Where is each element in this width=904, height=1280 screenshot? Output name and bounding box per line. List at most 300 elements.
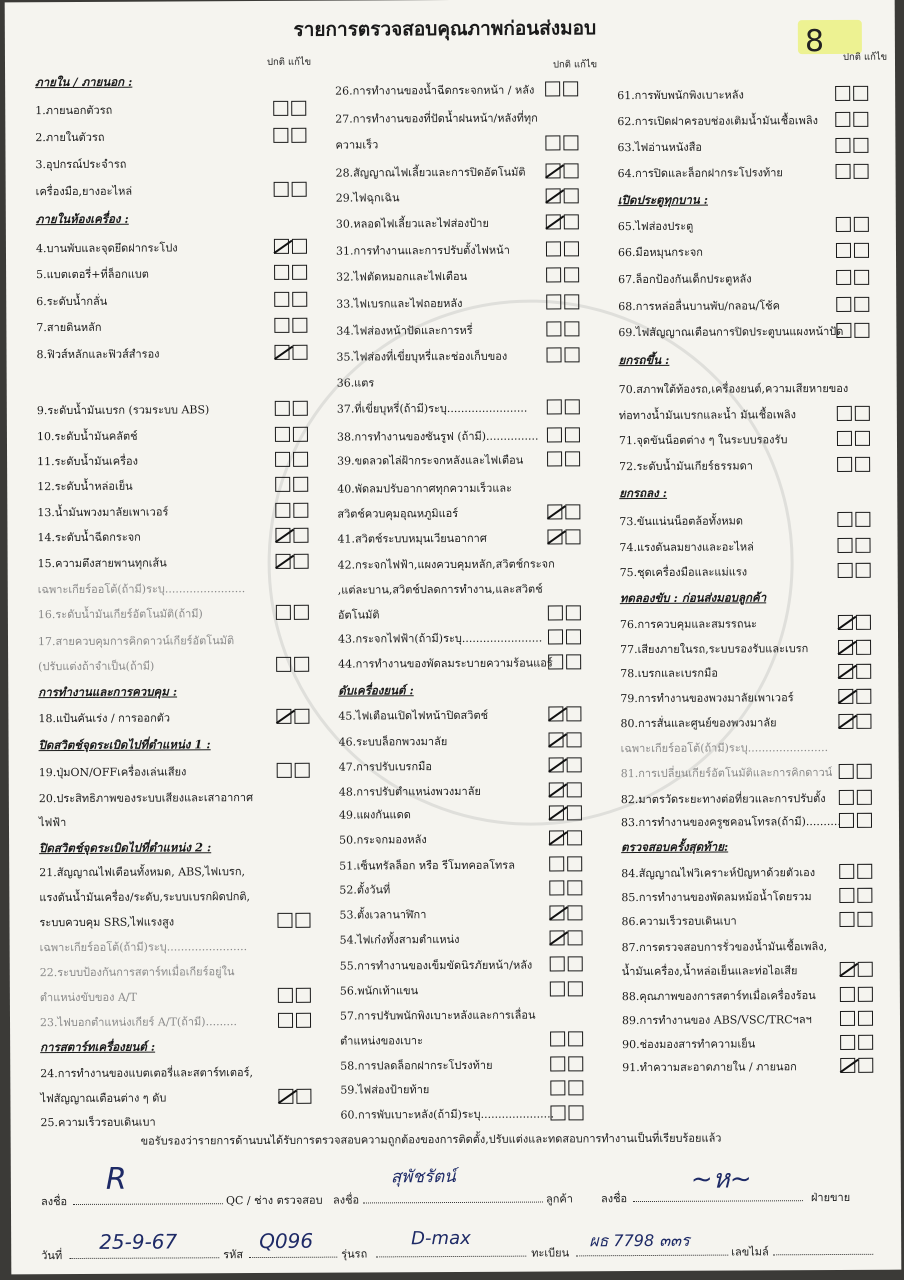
checkbox-normal[interactable] xyxy=(837,431,852,446)
checkbox-normal[interactable] xyxy=(838,689,853,704)
checkbox-normal[interactable] xyxy=(550,956,565,971)
checkbox-pair xyxy=(277,913,310,928)
checkbox-fix[interactable] xyxy=(567,732,582,747)
checkbox-normal[interactable] xyxy=(549,757,564,772)
checkbox-fix[interactable] xyxy=(292,239,307,254)
checklist-item: 51.เซ็นทรัลล็อก หรือ รีโมทคอลโทรล xyxy=(339,858,515,873)
checkbox-fix[interactable] xyxy=(566,706,581,721)
checkbox-normal[interactable] xyxy=(549,880,564,895)
checkbox-normal[interactable] xyxy=(839,864,854,879)
checkbox-normal[interactable] xyxy=(835,86,850,101)
checkbox-normal[interactable] xyxy=(546,163,561,178)
checkbox-fix[interactable] xyxy=(292,265,307,280)
checkbox-fix[interactable] xyxy=(565,529,580,544)
checkbox-normal[interactable] xyxy=(837,538,852,553)
checkbox-fix[interactable] xyxy=(295,763,310,778)
checklist-item: 61.การพับพนักพิงเบาะหลัง xyxy=(617,88,744,103)
section-heading: ดับเครื่องยนต์ : xyxy=(338,683,414,698)
checklist-item: อัตโนมัติ xyxy=(337,608,380,622)
checkbox-normal[interactable] xyxy=(278,1013,293,1028)
checkbox-fix[interactable] xyxy=(858,1011,873,1026)
page-mark: 8 xyxy=(804,24,825,60)
checkbox-fix[interactable] xyxy=(295,913,310,928)
checkbox-pair xyxy=(838,615,871,630)
checklist-item: 59.ไฟส่องป้ายท้าย xyxy=(340,1083,430,1097)
checkbox-normal[interactable] xyxy=(277,913,292,928)
checklist-item: 77.เสียงภายในรถ,ระบบรองรับและเบรก xyxy=(620,642,809,657)
checkbox-pair xyxy=(835,138,868,153)
checkbox-pair xyxy=(546,241,579,256)
checkbox-normal[interactable] xyxy=(278,1089,293,1104)
checkbox-pair xyxy=(276,709,309,724)
checklist-item: 64.การปิดและล็อกฝากระโปรงท้าย xyxy=(617,166,783,181)
checkbox-pair xyxy=(546,188,579,203)
checkbox-normal[interactable] xyxy=(550,930,565,945)
checkbox-normal[interactable] xyxy=(549,905,564,920)
checkbox-pair xyxy=(276,554,309,569)
checklist-item: 5.แบตเตอรี่+ที่ล็อกแบต xyxy=(36,267,149,282)
checkbox-normal[interactable] xyxy=(548,654,563,669)
checkbox-fix[interactable] xyxy=(854,243,869,258)
checkbox-fix[interactable] xyxy=(853,86,868,101)
checkbox-normal[interactable] xyxy=(840,962,855,977)
sign-line-3 xyxy=(633,1200,803,1202)
checklist-item: 83.การทำงานของครูซคอนโทรล(ถ้ามี).......... xyxy=(620,814,841,830)
checkbox-fix[interactable] xyxy=(564,241,579,256)
checkbox-fix[interactable] xyxy=(567,805,582,820)
checkbox-fix[interactable] xyxy=(564,267,579,282)
checkbox-fix[interactable] xyxy=(564,163,579,178)
checkbox-normal[interactable] xyxy=(274,182,289,197)
checkbox-fix[interactable] xyxy=(564,214,579,229)
checkbox-pair xyxy=(839,912,872,927)
checkbox-normal[interactable] xyxy=(838,563,853,578)
checkbox-fix[interactable] xyxy=(294,657,309,672)
checkbox-normal[interactable] xyxy=(836,270,851,285)
checkbox-normal[interactable] xyxy=(274,265,289,280)
checkbox-normal[interactable] xyxy=(546,347,561,362)
checklist-item: 89.การทำงานของ ABS/VSC/TRCฯลฯ xyxy=(621,1013,812,1028)
checklist-item: 31.การทำงานและการปรับตั้งไฟหน้า xyxy=(335,243,510,258)
checkbox-normal[interactable] xyxy=(276,709,291,724)
checkbox-normal[interactable] xyxy=(837,512,852,527)
checkbox-pair xyxy=(546,347,579,362)
checklist-item: 73.ขันแน่นน็อตล้อทั้งหมด xyxy=(619,514,743,529)
checkbox-pair xyxy=(836,297,869,312)
sign-label-2: ลงชื่อ xyxy=(332,1193,360,1207)
checkbox-normal[interactable] xyxy=(840,1058,855,1073)
checkbox-pair xyxy=(840,1058,873,1073)
section-heading: การทำงานและการควบคุม : xyxy=(38,684,178,700)
checkbox-fix[interactable] xyxy=(568,1080,583,1095)
checkbox-normal[interactable] xyxy=(840,1035,855,1050)
checkbox-pair xyxy=(274,239,307,254)
checkbox-normal[interactable] xyxy=(547,427,562,442)
checkbox-normal[interactable] xyxy=(275,477,290,492)
checkbox-fix[interactable] xyxy=(857,888,872,903)
checkbox-fix[interactable] xyxy=(564,188,579,203)
checklist-item: 14.ระดับน้ำฉีดกระจก xyxy=(37,530,141,545)
checkbox-pair xyxy=(546,214,579,229)
checkbox-fix[interactable] xyxy=(564,294,579,309)
mileage-label: เลขไมล์ xyxy=(731,1245,769,1259)
checklist-item: 27.การทำงานของที่ปัดน้ำฝนหน้า/หลังที่ทุก xyxy=(335,111,538,126)
checklist-item: 15.ความตึงสายพานทุกเส้น xyxy=(37,556,167,571)
checkbox-normal[interactable] xyxy=(548,706,563,721)
checkbox-fix[interactable] xyxy=(853,112,868,127)
checkbox-normal[interactable] xyxy=(547,399,562,414)
checkbox-fix[interactable] xyxy=(293,452,308,467)
checkbox-normal[interactable] xyxy=(835,112,850,127)
checkbox-fix[interactable] xyxy=(857,790,872,805)
checkbox-normal[interactable] xyxy=(840,987,855,1002)
checkbox-fix[interactable] xyxy=(568,1031,583,1046)
checkbox-fix[interactable] xyxy=(563,81,578,96)
checkbox-fix[interactable] xyxy=(853,138,868,153)
checkbox-normal[interactable] xyxy=(273,128,288,143)
checkbox-normal[interactable] xyxy=(274,318,289,333)
checkbox-normal[interactable] xyxy=(547,451,562,466)
checkbox-fix[interactable] xyxy=(857,813,872,828)
checklist-item: เฉพาะเกียร์ออโต้(ถ้ามี)ระบุ....................... xyxy=(620,741,829,756)
checkbox-fix[interactable] xyxy=(565,427,580,442)
column-header-1: ปกติ แก้ไข xyxy=(266,56,312,68)
checkbox-pair xyxy=(278,1089,311,1104)
checkbox-fix[interactable] xyxy=(293,503,308,518)
checklist-item: 85.การทำงานของพัดลมหม้อน้ำโดยรวม xyxy=(621,890,812,905)
checklist-item: 81.การเปลี่ยนเกียร์อัตโนมัติและการคิกดาวน์ xyxy=(620,766,833,781)
plate-label: ทะเบียน xyxy=(531,1246,570,1260)
checkbox-fix[interactable] xyxy=(294,554,309,569)
checkbox-fix[interactable] xyxy=(855,538,870,553)
checkbox-fix[interactable] xyxy=(296,1089,311,1104)
checkbox-normal[interactable] xyxy=(836,217,851,232)
checklist-item: 54.ไฟเก๋งทั้งสามตำแหน่ง xyxy=(339,932,460,947)
checkbox-pair xyxy=(278,988,311,1003)
checklist-item: แรงดันน้ำมันเครื่อง/ระดับ,ระบบเบรกผิดปกติ, xyxy=(39,890,251,905)
checklist-item: ระบบควบคุม SRS,ไฟแรงสูง xyxy=(39,915,175,930)
checkbox-pair xyxy=(549,880,582,895)
checklist-item: 21.สัญญาณไฟเตือนทั้งหมด, ABS,ไฟเบรก, xyxy=(39,865,246,880)
code-label: รหัส xyxy=(223,1248,244,1262)
checklist-sheet xyxy=(5,0,902,1274)
checkbox-normal[interactable] xyxy=(275,503,290,518)
checklist-item: 50.กระจกมองหลัง xyxy=(339,833,427,847)
checkbox-fix[interactable] xyxy=(568,956,583,971)
checkbox-fix[interactable] xyxy=(564,321,579,336)
checklist-item: สวิตช์ควบคุมอุณหภูมิแอร์ xyxy=(337,506,459,521)
checkbox-fix[interactable] xyxy=(855,406,870,421)
checklist-item: 62.การเปิดฝาครอบช่องเติมน้ำมันเชื้อเพลิง xyxy=(617,114,818,129)
checkbox-normal[interactable] xyxy=(836,243,851,258)
checklist-item: 35.ไฟส่องที่เขี่ยบุหรี่และช่องเก็บของ xyxy=(336,349,508,364)
checklist-item: 7.สายดินหลัก xyxy=(36,320,102,335)
checkbox-pair xyxy=(550,930,583,945)
checkbox-normal[interactable] xyxy=(275,452,290,467)
checkbox-normal[interactable] xyxy=(550,1080,565,1095)
checkbox-fix[interactable] xyxy=(568,981,583,996)
checkbox-normal[interactable] xyxy=(839,912,854,927)
checkbox-fix[interactable] xyxy=(854,270,869,285)
checkbox-pair xyxy=(838,563,871,578)
checkbox-normal[interactable] xyxy=(274,345,289,360)
checkbox-fix[interactable] xyxy=(855,512,870,527)
section-heading: เปิดประตูทุกบาน : xyxy=(617,192,708,208)
checklist-item: 58.การปลดล็อกฝากระโปรงท้าย xyxy=(340,1058,493,1073)
checklist-item: 88.คุณภาพของการสตาร์ทเมื่อเครื่องร้อน xyxy=(621,989,816,1004)
checkbox-normal[interactable] xyxy=(549,732,564,747)
checkbox-fix[interactable] xyxy=(858,987,873,1002)
checkbox-fix[interactable] xyxy=(568,930,583,945)
checkbox-normal[interactable] xyxy=(275,528,290,543)
checkbox-fix[interactable] xyxy=(567,905,582,920)
checkbox-normal[interactable] xyxy=(839,888,854,903)
checklist-item: 1.ภายนอกตัวรถ xyxy=(35,103,113,118)
checkbox-pair xyxy=(837,538,870,553)
checkbox-fix[interactable] xyxy=(857,912,872,927)
checkbox-fix[interactable] xyxy=(857,764,872,779)
checkbox-fix[interactable] xyxy=(568,1105,583,1120)
checkbox-fix[interactable] xyxy=(291,101,306,116)
checkbox-pair xyxy=(274,265,307,280)
checkbox-normal[interactable] xyxy=(838,640,853,655)
checkbox-fix[interactable] xyxy=(854,323,869,338)
checkbox-fix[interactable] xyxy=(855,431,870,446)
checkbox-fix[interactable] xyxy=(566,629,581,644)
checkbox-pair xyxy=(837,457,870,472)
checkbox-fix[interactable] xyxy=(564,347,579,362)
checkbox-fix[interactable] xyxy=(567,830,582,845)
checkbox-fix[interactable] xyxy=(856,615,871,630)
checkbox-normal[interactable] xyxy=(545,81,560,96)
checklist-item: 13.น้ำมันพวงมาลัยเพาเวอร์ xyxy=(37,505,169,520)
qc-signature: R xyxy=(105,1161,127,1197)
checkbox-pair xyxy=(836,217,869,232)
checkbox-fix[interactable] xyxy=(292,292,307,307)
checklist-item: 79.การทำงานของพวงมาลัยเพาเวอร์ xyxy=(620,691,794,706)
mileage-line xyxy=(773,1254,873,1256)
checkbox-fix[interactable] xyxy=(293,401,308,416)
checkbox-normal[interactable] xyxy=(550,981,565,996)
checkbox-fix[interactable] xyxy=(854,297,869,312)
checklist-item: 40.พัดลมปรับอากาศทุกความเร็วและ xyxy=(337,481,513,496)
checkbox-normal[interactable] xyxy=(546,188,561,203)
checkbox-normal[interactable] xyxy=(840,1011,855,1026)
code-line xyxy=(249,1257,337,1258)
model-label: รุ่นรถ xyxy=(341,1247,368,1261)
checkbox-pair xyxy=(276,657,309,672)
checkbox-fix[interactable] xyxy=(856,664,871,679)
checkbox-fix[interactable] xyxy=(856,689,871,704)
checkbox-pair xyxy=(836,270,869,285)
checkbox-normal[interactable] xyxy=(835,138,850,153)
checkbox-normal[interactable] xyxy=(274,292,289,307)
checkbox-pair xyxy=(838,689,871,704)
section-heading: ปิดสวิตช์จุดระเบิดไปที่ตำแหน่ง 2 : xyxy=(39,840,212,856)
checkbox-fix[interactable] xyxy=(567,782,582,797)
checkbox-fix[interactable] xyxy=(565,504,580,519)
checklist-item: 24.การทำงานของแบตเตอรี่และสตาร์ทเตอร์, xyxy=(40,1066,254,1081)
checklist-item: 75.ชุดเครื่องมือและแม่แรง xyxy=(619,565,748,580)
checklist-item: 66.มือหมุนกระจก xyxy=(617,245,703,260)
checkbox-normal[interactable] xyxy=(838,714,853,729)
checkbox-fix[interactable] xyxy=(857,864,872,879)
checklist-item: 82.มาตรวัดระยะทางต่อที่ยวและการปรับตั้ง xyxy=(620,792,826,807)
checkbox-normal[interactable] xyxy=(838,664,853,679)
checkbox-pair xyxy=(547,529,580,544)
checkbox-normal[interactable] xyxy=(839,764,854,779)
checkbox-fix[interactable] xyxy=(568,1056,583,1071)
checkbox-normal[interactable] xyxy=(276,657,291,672)
checkbox-normal[interactable] xyxy=(837,406,852,421)
checkbox-normal[interactable] xyxy=(547,529,562,544)
checklist-item: 29.ไฟฉุกเฉิน xyxy=(335,191,400,205)
checkbox-fix[interactable] xyxy=(293,528,308,543)
checkbox-normal[interactable] xyxy=(546,214,561,229)
checkbox-fix[interactable] xyxy=(565,451,580,466)
checkbox-fix[interactable] xyxy=(858,1035,873,1050)
checklist-item: 71.จุดขันน็อตต่าง ๆ ในระบบรองรับ xyxy=(618,433,788,448)
checkbox-pair xyxy=(549,732,582,747)
checkbox-pair xyxy=(840,1011,873,1026)
checkbox-normal[interactable] xyxy=(839,790,854,805)
sign-line-1 xyxy=(73,1203,223,1205)
checklist-item: 76.การควบคุมและสมรรถนะ xyxy=(619,617,757,632)
checklist-item: ไฟสัญญาณเตือนต่าง ๆ ดับ xyxy=(40,1091,167,1106)
checkbox-fix[interactable] xyxy=(856,714,871,729)
checkbox-normal[interactable] xyxy=(838,615,853,630)
checkbox-fix[interactable] xyxy=(566,654,581,669)
checklist-item: 48.การปรับตำแหน่งพวงมาลัย xyxy=(338,784,481,799)
checklist-item: 18.แป้นคันเร่ง / การออกตัว xyxy=(38,711,171,726)
checklist-item: 74.แรงดันลมยางและอะไหล่ xyxy=(619,540,754,555)
checkbox-normal[interactable] xyxy=(276,605,291,620)
checkbox-fix[interactable] xyxy=(858,1058,873,1073)
checkbox-fix[interactable] xyxy=(567,757,582,772)
checkbox-fix[interactable] xyxy=(563,135,578,150)
checkbox-normal[interactable] xyxy=(548,629,563,644)
checkbox-fix[interactable] xyxy=(854,164,869,179)
checklist-item: 63.ไฟอ่านหนังสือ xyxy=(617,140,703,155)
checkbox-normal[interactable] xyxy=(547,504,562,519)
checklist-item: 55.การทำงานของเข็มขัดนิรภัยหน้า/หลัง xyxy=(339,958,533,973)
date-value: 25-9-67 xyxy=(99,1229,178,1254)
checkbox-pair xyxy=(837,431,870,446)
checkbox-pair xyxy=(839,764,872,779)
checkbox-normal[interactable] xyxy=(837,457,852,472)
checklist-item: 38.การทำงานของซันรูฟ (ถ้ามี)............... xyxy=(336,429,539,444)
checkbox-normal[interactable] xyxy=(277,763,292,778)
model-value: D-max xyxy=(411,1227,471,1250)
checkbox-fix[interactable] xyxy=(567,856,582,871)
checkbox-normal[interactable] xyxy=(273,101,288,116)
checkbox-pair xyxy=(546,267,579,282)
checklist-item: 26.การทำงานของน้ำฉีดกระจกหน้า / หลัง xyxy=(335,83,535,98)
checkbox-normal[interactable] xyxy=(839,813,854,828)
checkbox-fix[interactable] xyxy=(292,345,307,360)
checkbox-normal[interactable] xyxy=(549,830,564,845)
checklist-item: เฉพาะเกียร์ออโต้(ถ้ามี)ระบุ....................... xyxy=(37,582,246,597)
checkbox-pair xyxy=(548,706,581,721)
checkbox-fix[interactable] xyxy=(858,962,873,977)
checkbox-fix[interactable] xyxy=(291,128,306,143)
checkbox-pair xyxy=(547,427,580,442)
checkbox-fix[interactable] xyxy=(854,217,869,232)
checkbox-fix[interactable] xyxy=(565,399,580,414)
checkbox-pair xyxy=(274,182,307,197)
checklist-item: 37.ที่เขี่ยบุหรี่(ถ้ามี)ระบุ....................... xyxy=(336,401,528,416)
checkbox-normal[interactable] xyxy=(545,135,560,150)
checkbox-pair xyxy=(546,163,579,178)
checkbox-normal[interactable] xyxy=(546,267,561,282)
checkbox-normal[interactable] xyxy=(274,239,289,254)
checkbox-normal[interactable] xyxy=(549,805,564,820)
checkbox-pair xyxy=(550,1105,583,1120)
checkbox-fix[interactable] xyxy=(293,427,308,442)
checkbox-normal[interactable] xyxy=(836,297,851,312)
checkbox-pair xyxy=(545,135,578,150)
checkbox-normal[interactable] xyxy=(550,1105,565,1120)
checkbox-normal[interactable] xyxy=(275,401,290,416)
checkbox-fix[interactable] xyxy=(855,457,870,472)
checkbox-normal[interactable] xyxy=(546,321,561,336)
checkbox-fix[interactable] xyxy=(292,318,307,333)
checkbox-fix[interactable] xyxy=(566,605,581,620)
checkbox-pair xyxy=(275,528,308,543)
checkbox-normal[interactable] xyxy=(275,427,290,442)
sales-label: ฝ่ายขาย xyxy=(810,1190,851,1205)
column-header-2: ปกติ แก้ไข xyxy=(552,59,598,71)
checklist-item: 78.เบรกและเบรกมือ xyxy=(620,666,718,681)
checkbox-normal[interactable] xyxy=(546,241,561,256)
checkbox-normal[interactable] xyxy=(550,1056,565,1071)
checklist-item: ,แต่ละบาน,สวิตช์ปลดการทำงาน,และสวิตช์ xyxy=(337,582,543,597)
checklist-item: 44.การทำงานของพัดลมระบายความร้อนแอร์ xyxy=(338,656,553,671)
checkbox-pair xyxy=(836,164,869,179)
checkbox-normal[interactable] xyxy=(836,164,851,179)
checklist-item: 11.ระดับน้ำมันเครื่อง xyxy=(37,454,139,469)
checkbox-normal[interactable] xyxy=(276,554,291,569)
checkbox-normal[interactable] xyxy=(550,1031,565,1046)
sign-line-2 xyxy=(363,1202,543,1204)
sales-signature: ~ห~ xyxy=(690,1164,752,1195)
checkbox-fix[interactable] xyxy=(294,605,309,620)
checklist-item: 36.แตร xyxy=(336,376,375,390)
checklist-item: 70.สภาพใต้ท้องรถ,เครื่องยนต์,ความเสียหายของ xyxy=(618,381,849,397)
checkbox-fix[interactable] xyxy=(292,182,307,197)
checklist-item: 84.สัญญาณไฟวิเคราะห์ปัญหาด้วยตัวเอง xyxy=(621,866,816,881)
checkbox-fix[interactable] xyxy=(296,988,311,1003)
checklist-item: 90.ช่องมองสารทำความเย็น xyxy=(622,1037,756,1052)
checkbox-fix[interactable] xyxy=(567,880,582,895)
checklist-item: 52.ตั้งวันที่ xyxy=(339,883,391,897)
checkbox-normal[interactable] xyxy=(836,323,851,338)
checklist-item: 23.ไฟบอกตำแหน่งเกียร์ A/T(ถ้ามี)......... xyxy=(39,1015,238,1030)
checkbox-fix[interactable] xyxy=(296,1013,311,1028)
checkbox-fix[interactable] xyxy=(856,640,871,655)
checkbox-fix[interactable] xyxy=(294,709,309,724)
checkbox-normal[interactable] xyxy=(549,782,564,797)
plate-value: ผธ 7798 ๓๓ร xyxy=(589,1230,690,1251)
checkbox-fix[interactable] xyxy=(293,477,308,492)
checkbox-normal[interactable] xyxy=(549,856,564,871)
checkbox-normal[interactable] xyxy=(548,605,563,620)
checkbox-normal[interactable] xyxy=(278,988,293,1003)
checkbox-normal[interactable] xyxy=(546,294,561,309)
checkbox-fix[interactable] xyxy=(856,563,871,578)
checkbox-pair xyxy=(546,294,579,309)
date-label: วันที่ xyxy=(41,1249,63,1263)
